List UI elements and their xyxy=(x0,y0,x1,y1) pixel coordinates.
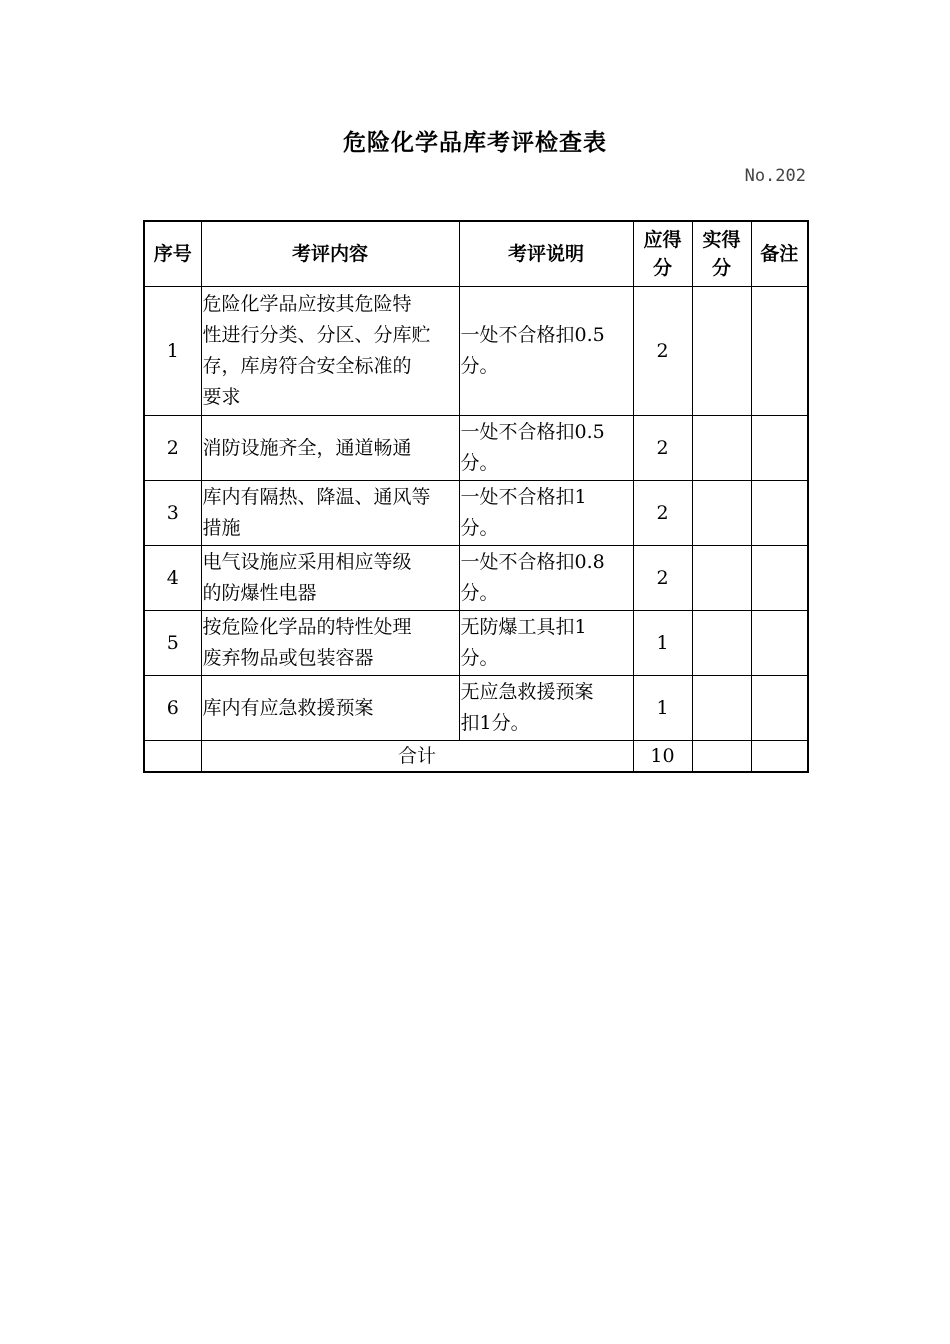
table-row xyxy=(144,287,808,416)
row-remark[interactable] xyxy=(751,416,808,481)
row-remark[interactable] xyxy=(751,287,808,416)
total-remark[interactable] xyxy=(751,741,808,773)
total-actual-score[interactable] xyxy=(692,741,751,773)
row-number: 3 xyxy=(144,481,201,546)
row-max-score: 2 xyxy=(633,416,692,481)
row-description: 一处不合格扣0.5 分。 xyxy=(459,287,633,416)
row-number: 1 xyxy=(144,287,201,416)
row-max-score: 1 xyxy=(633,611,692,676)
table-row xyxy=(144,416,808,481)
table-row xyxy=(144,546,808,611)
row-content: 电气设施应采用相应等级 的防爆性电器 xyxy=(201,546,459,611)
header-description: 考评说明 xyxy=(459,221,633,287)
header-content: 考评内容 xyxy=(201,221,459,287)
document-number: No.202 xyxy=(744,166,806,186)
row-actual-score[interactable] xyxy=(692,611,751,676)
row-max-score: 2 xyxy=(633,287,692,416)
table-row xyxy=(144,481,808,546)
row-number: 4 xyxy=(144,546,201,611)
header-number: 序号 xyxy=(144,221,201,287)
row-max-score: 2 xyxy=(633,481,692,546)
row-description: 无防爆工具扣1 分。 xyxy=(459,611,633,676)
row-content: 按危险化学品的特性处理 废弃物品或包装容器 xyxy=(201,611,459,676)
row-actual-score[interactable] xyxy=(692,416,751,481)
total-number-cell xyxy=(144,741,201,773)
row-content: 消防设施齐全，通道畅通 xyxy=(201,416,459,481)
row-actual-score[interactable] xyxy=(692,287,751,416)
table-row xyxy=(144,676,808,741)
header-actual-score: 实得 分 xyxy=(692,221,751,287)
checklist-table xyxy=(143,220,809,773)
total-row xyxy=(144,741,808,773)
table-row xyxy=(144,611,808,676)
row-content: 库内有应急救援预案 xyxy=(201,676,459,741)
row-remark[interactable] xyxy=(751,676,808,741)
row-actual-score[interactable] xyxy=(692,481,751,546)
row-number: 6 xyxy=(144,676,201,741)
row-content: 危险化学品应按其危险特 性进行分类、分区、分库贮 存，库房符合安全标准的 要求 xyxy=(201,287,459,416)
document-title: 危险化学品库考评检查表 xyxy=(343,130,607,156)
row-actual-score[interactable] xyxy=(692,676,751,741)
row-remark[interactable] xyxy=(751,481,808,546)
row-description: 一处不合格扣1 分。 xyxy=(459,481,633,546)
row-description: 无应急救援预案 扣1分。 xyxy=(459,676,633,741)
row-max-score: 1 xyxy=(633,676,692,741)
row-remark[interactable] xyxy=(751,546,808,611)
total-max-score: 10 xyxy=(633,741,692,773)
header-max-score: 应得 分 xyxy=(633,221,692,287)
row-description: 一处不合格扣0.5 分。 xyxy=(459,416,633,481)
header-remark: 备注 xyxy=(751,221,808,287)
row-max-score: 2 xyxy=(633,546,692,611)
row-remark[interactable] xyxy=(751,611,808,676)
total-label: 合计 xyxy=(201,741,633,773)
row-actual-score[interactable] xyxy=(692,546,751,611)
row-number: 2 xyxy=(144,416,201,481)
row-number: 5 xyxy=(144,611,201,676)
row-description: 一处不合格扣0.8 分。 xyxy=(459,546,633,611)
row-content: 库内有隔热、降温、通风等 措施 xyxy=(201,481,459,546)
table-header-row xyxy=(144,221,808,287)
